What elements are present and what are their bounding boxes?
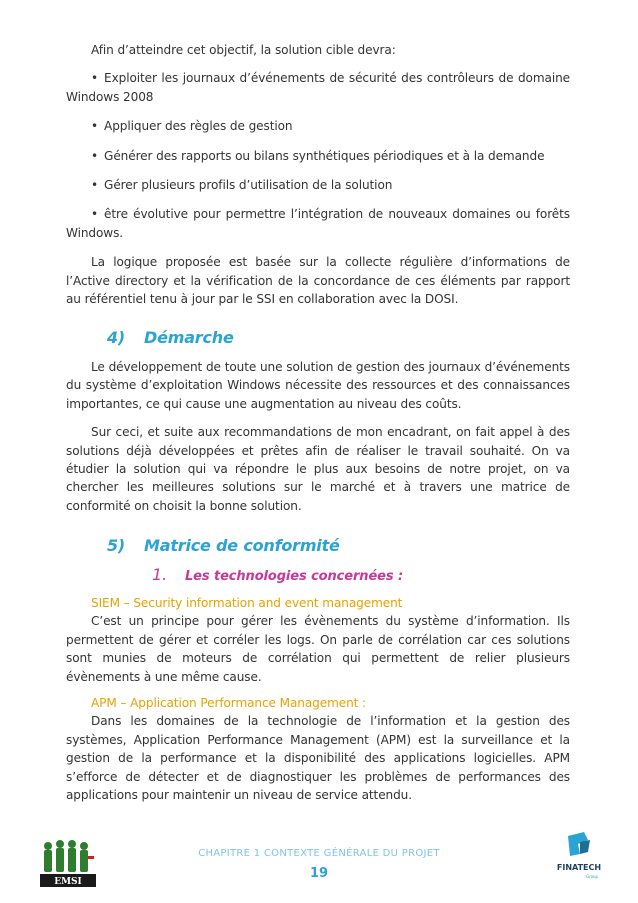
chapter-footer: CHAPITRE 1 CONTEXTE GÉNÉRALE DU PROJET [198, 848, 440, 859]
list-item: • Exploiter les journaux d’événements de sécurité des contrôleurs de domaine Windows 2008 [66, 71, 570, 104]
bullet-icon: • [91, 148, 99, 163]
siem-title: SIEM – Security information and event management [91, 595, 403, 610]
page-content [66, 41, 570, 804]
siem-paragraph: C’est un principe pour gérer les évènements du système d’information. Ils permettent de gérer et corréler les logs. On parle de corrélation car ces solutions sont munies de moteurs de corrélation qui permettent de relier plusieurs évènements à une même cause. [66, 614, 570, 684]
page-number: 19 [309, 866, 329, 881]
subsection-heading-technologies: 1. Les technologies concernées : [152, 564, 404, 584]
finatech-logo [554, 830, 604, 890]
list-item: • Appliquer des règles de gestion [91, 119, 293, 134]
finatech-logo-text: FINATECH [556, 863, 602, 872]
logic-paragraph: La logique proposée est basée sur la collecte régulière d’informations de l’Active directory et la vérification de la concordance de ces éléments par rapport au référentiel tenu à jour par le SSI en collaboration avec la DOSI. [66, 255, 570, 307]
apm-title: APM – Application Performance Management : [91, 695, 367, 710]
emsi-logo-text: EMSI [54, 877, 82, 887]
section-heading-demarche: 4) Démarche [107, 328, 234, 348]
bullet-icon: • [91, 119, 99, 134]
section-heading-matrice: 5) Matrice de conformité [107, 536, 340, 556]
list-item: • Gérer plusieurs profils d’utilisation de la solution [91, 178, 393, 193]
bullet-icon: • [91, 207, 99, 222]
bullet-icon: • [91, 71, 99, 86]
demarche-paragraph: Le développement de toute une solution de gestion des journaux d’événements du système d’exploitation Windows nécessite des ressources et des connaissances importantes, ce qui cause une augmentation au niveau des coûts. [66, 359, 570, 411]
bullet-icon: • [91, 178, 99, 193]
intro-text: Afin d’atteindre cet objectif, la solution cible devra: [91, 43, 396, 57]
list-item: • Générer des rapports ou bilans synthétiques périodiques et à la demande [91, 148, 545, 163]
demarche-paragraph: Sur ceci, et suite aux recommandations de mon encadrant, on fait appel à des solutions déjà développées et prêtes afin de réaliser le travail souhaité. On va étudier la solution qui va répondre le plus aux besoins de notre projet, on va chercher les meilleures solutions sur le marché et à travers une matrice de conformité on choisit la bonne solution. [66, 425, 570, 513]
list-item: • être évolutive pour permettre l’intégration de nouveaux domaines ou forêts Windows. [66, 207, 570, 240]
apm-paragraph: Dans les domaines de la technologie de l’information et la gestion des systèmes, Application Performance Management (APM) est la surveillance et la gestion de la performance et la disponibilité des applications logicielles. APM s’efforce de détecter et de diagnostiquer les problèmes de performances des applications pour maintenir un niveau de service attendu. [66, 714, 570, 802]
emsi-logo [38, 838, 98, 890]
finatech-logo-sub: Group [585, 874, 599, 879]
